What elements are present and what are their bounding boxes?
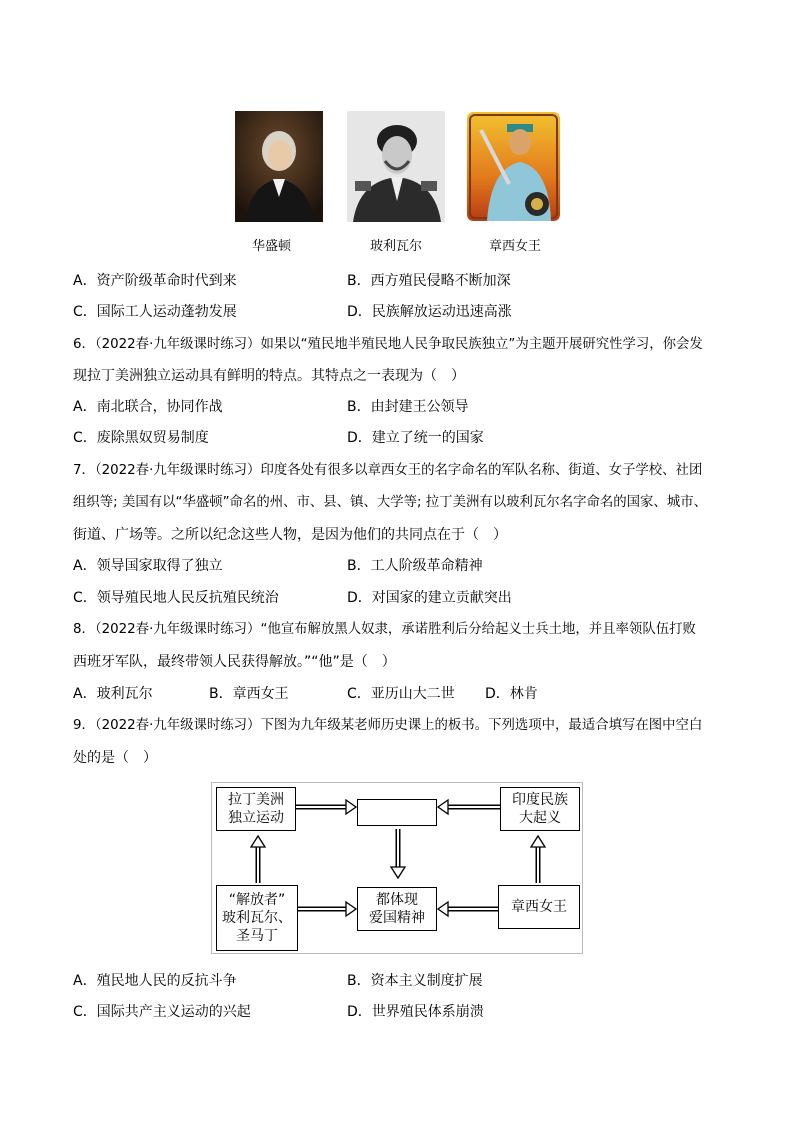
q7-option-b[interactable]: B．工人阶级革命精神 — [347, 558, 483, 574]
q8-option-c[interactable]: C．亚历山大二世 — [347, 686, 455, 702]
q9-option-d[interactable]: D．世界殖民体系崩溃 — [347, 1004, 484, 1020]
bolivar-portrait — [347, 111, 445, 222]
box-center — [357, 887, 437, 931]
q9-stem-line2: 处的是（ ） — [73, 750, 157, 766]
box-latin-line2: 独立运动 — [228, 810, 284, 826]
box-liberator-line2: 玻利瓦尔、 — [222, 910, 292, 926]
box-liberator-line1: “解放者” — [228, 892, 286, 908]
arrow-latin-to-blank — [296, 800, 356, 814]
q9-option-c[interactable]: C．国际共产主义运动的兴起 — [73, 1004, 251, 1020]
box-center-line2: 爱国精神 — [369, 910, 425, 926]
q5-option-d[interactable]: D．民族解放运动迅速高涨 — [347, 304, 512, 320]
q7-option-d[interactable]: D．对国家的建立贡献突出 — [347, 590, 512, 606]
box-queen-label: 章西女王 — [511, 899, 567, 915]
box-liberator — [216, 885, 298, 951]
q6-stem-line1: 6．（2022春·九年级课时练习）如果以“殖民地半殖民地人民争取民族独立”为主题开展研究性学习，你会发 — [73, 337, 703, 352]
q9-option-a[interactable]: A．殖民地人民的反抗斗争 — [73, 973, 237, 989]
q8-option-a[interactable]: A．玻利瓦尔 — [73, 686, 153, 702]
q5-option-c[interactable]: C．国际工人运动蓬勃发展 — [73, 304, 237, 320]
box-latin-america — [216, 787, 296, 831]
q6-option-c[interactable]: C．废除黑奴贸易制度 — [73, 430, 209, 446]
box-india-line1: 印度民族 — [512, 792, 568, 808]
box-liberator-line3: 圣马丁 — [236, 928, 278, 944]
arrow-blank-to-center — [391, 829, 405, 878]
arrow-liberator-to-center — [298, 902, 356, 916]
q7-stem-line3: 街道、广场等。之所以纪念这些人物，是因为他们的共同点在于（ ） — [73, 527, 507, 543]
q7-stem-line2: 组织等; 美国有以“华盛顿”命名的州、市、县、镇、大学等; 拉丁美洲有以玻利瓦尔名字命名的国家、城市、 — [73, 495, 707, 510]
q5-option-b[interactable]: B．西方殖民侵略不断加深 — [347, 273, 511, 289]
q9-diagram — [211, 782, 583, 954]
q5-option-a[interactable]: A．资产阶级革命时代到来 — [73, 273, 237, 289]
box-center-line1: 都体现 — [376, 892, 418, 908]
box-blank — [357, 799, 437, 826]
portrait-caption-queen: 章西女王 — [489, 239, 542, 254]
q7-option-c[interactable]: C．领导殖民地人民反抗殖民统治 — [73, 590, 279, 606]
box-latin-line1: 拉丁美洲 — [228, 792, 284, 808]
portrait-caption-bolivar: 玻利瓦尔 — [370, 239, 423, 254]
arrow-india-to-blank — [438, 800, 500, 814]
q8-stem-line1: 8．（2022春·九年级课时练习）“他宣布解放黑人奴隶，承诺胜利后分给起义士兵土地，并且率领队伍打败 — [73, 622, 696, 637]
q7-option-a[interactable]: A．领导国家取得了独立 — [73, 558, 223, 574]
box-queen — [498, 885, 580, 929]
q8-option-b[interactable]: B．章西女王 — [209, 686, 289, 702]
arrow-queen-to-india — [531, 836, 545, 883]
q8-stem-line2: 西班牙军队，最终带领人民获得解放。”“他”是（ ） — [73, 654, 396, 670]
arrow-queen-to-center — [438, 902, 498, 916]
q6-stem-line2: 现拉丁美洲独立运动具有鲜明的特点。其特点之一表现为（ ） — [73, 368, 465, 384]
q9-option-b[interactable]: B．资本主义制度扩展 — [347, 973, 483, 989]
queen-of-jhansi-portrait — [467, 112, 560, 221]
box-india — [500, 787, 580, 831]
box-india-line2: 大起义 — [519, 810, 561, 826]
q6-option-b[interactable]: B．由封建王公领导 — [347, 399, 469, 415]
portrait-caption-washington: 华盛顿 — [252, 239, 292, 254]
q7-stem-line1: 7．（2022春·九年级课时练习）印度各处有很多以章西女王的名字命名的军队名称、街道、女子学校、社团 — [73, 463, 703, 478]
q8-option-d[interactable]: D．林肯 — [485, 686, 538, 702]
q6-option-d[interactable]: D．建立了统一的国家 — [347, 430, 484, 446]
arrow-liberator-to-latin — [251, 836, 265, 883]
washington-portrait — [235, 111, 323, 222]
q9-stem-line1: 9．（2022春·九年级课时练习）下图为九年级某老师历史课上的板书。下列选项中，最适合填写在图中空白 — [73, 718, 703, 733]
q6-option-a[interactable]: A．南北联合，协同作战 — [73, 399, 223, 415]
